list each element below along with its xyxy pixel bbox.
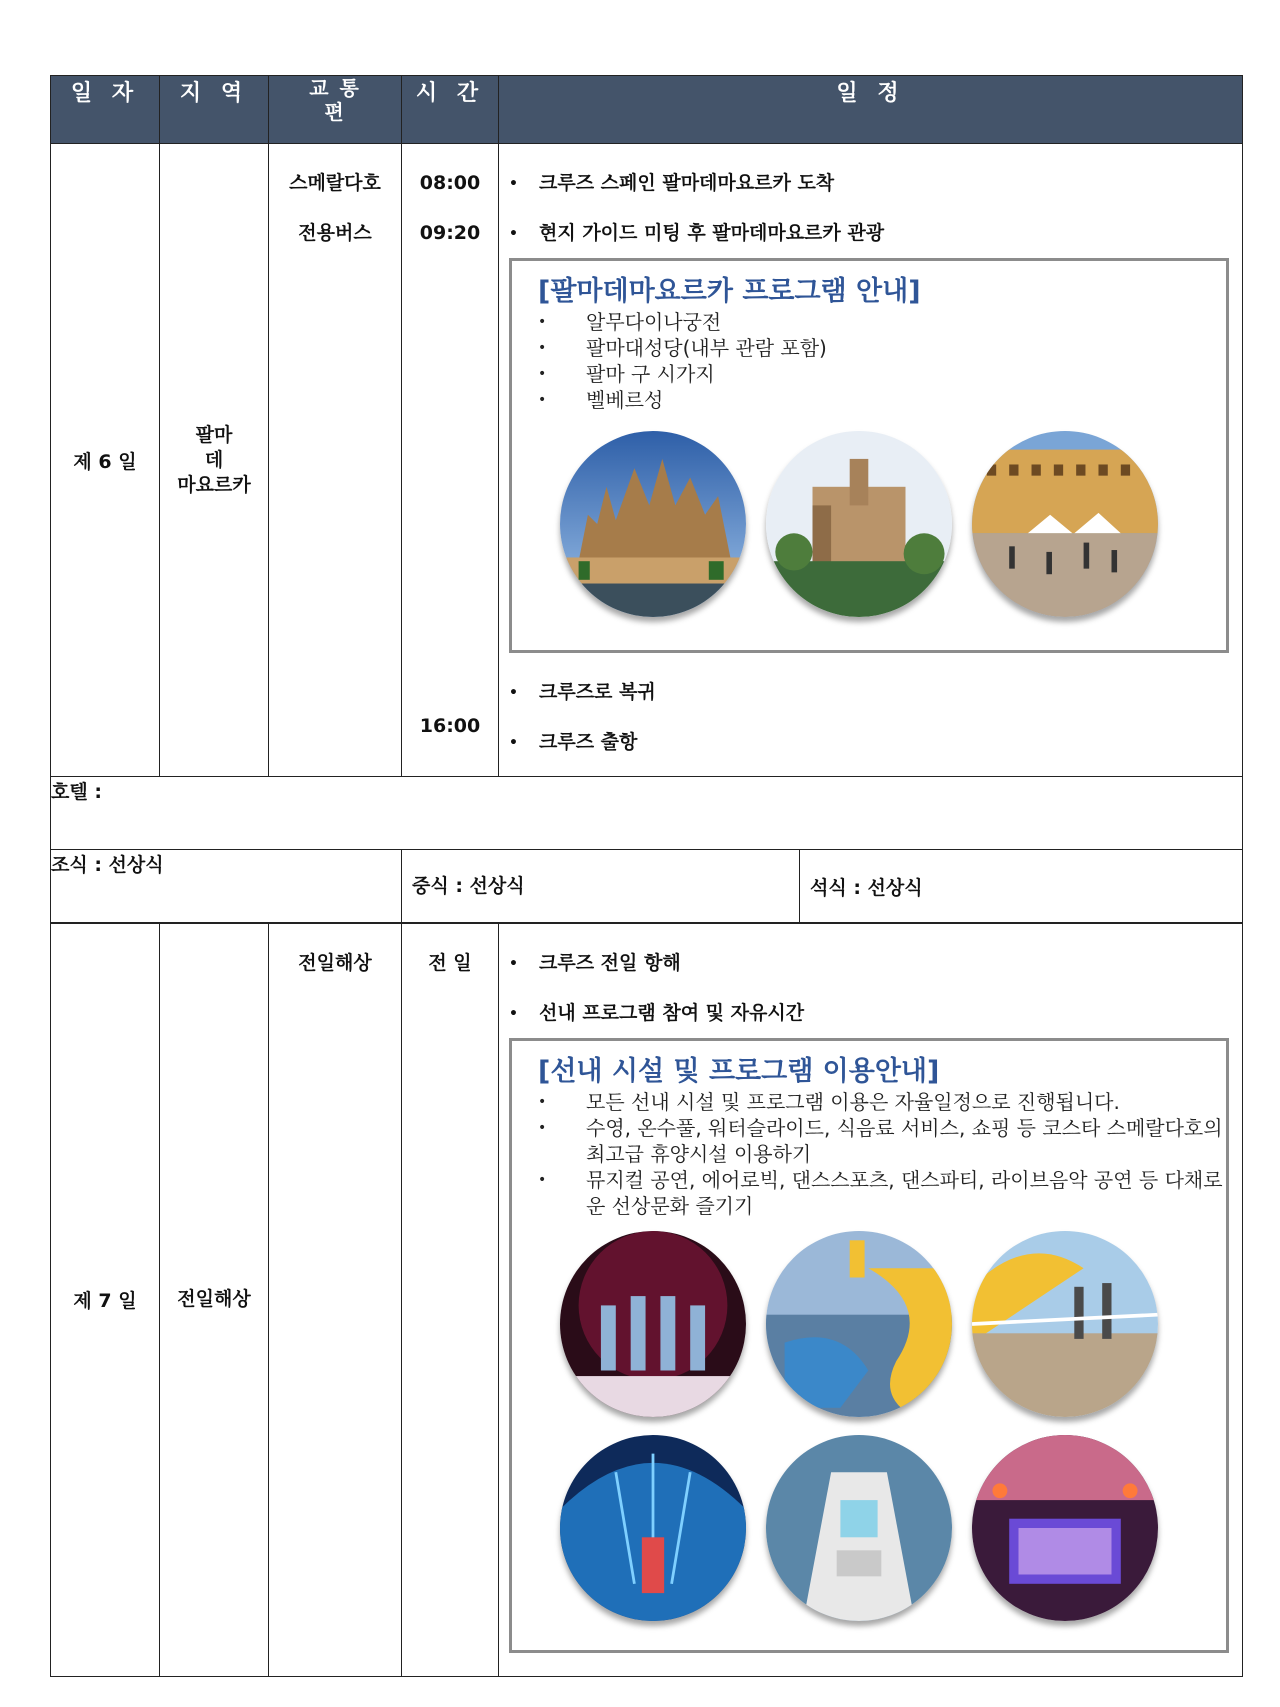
box-title: [선내 시설 및 프로그램 이용안내]: [538, 1056, 940, 1087]
header-row: [51, 76, 1243, 144]
day7-label: 제 7 일: [51, 923, 160, 1676]
schedule-item: • 크루즈 전일 항해: [509, 952, 681, 974]
day7-schedule: [499, 923, 1243, 1676]
atrium-photo: [560, 1435, 746, 1621]
day6-row: [51, 144, 1243, 777]
list-item: • 모든 선내 시설 및 프로그램 이용은 자율일정으로 진행됩니다.: [538, 1090, 1120, 1114]
day7-transport: [269, 923, 402, 1676]
list-item: • 알무다이나궁전: [538, 310, 722, 334]
breakfast-label: 조식 : 선상식: [51, 850, 402, 924]
hotel-label: 호텔 :: [51, 777, 1243, 850]
day6-region: [160, 144, 269, 777]
lunch-label: 중식 : 선상식: [402, 850, 800, 922]
schedule-item: • 현지 가이드 미팅 후 팔마데마요르카 관광: [509, 222, 885, 244]
program-list: [538, 309, 1226, 413]
plaza-photo: [972, 431, 1158, 617]
itinerary-sheet: [50, 75, 1242, 1677]
schedule-item: • 크루즈로 복귀: [509, 681, 656, 703]
day6-label: 제 6 일: [51, 144, 160, 777]
box-title: [팔마데마요르카 프로그램 안내]: [538, 276, 921, 307]
schedule-item: • 크루즈 스페인 팔마데마요르카 도착: [509, 172, 835, 194]
program-list: [538, 1089, 1226, 1219]
list-item: • 벨베르성: [538, 388, 664, 412]
header-time: 시 간: [402, 76, 499, 144]
waterslide-photo: [766, 1231, 952, 1417]
itinerary-table: [50, 75, 1243, 1677]
time-tour: 09:20: [419, 222, 481, 244]
header-date: 일 자: [51, 76, 160, 144]
day7-region: 전일해상: [160, 923, 269, 1676]
list-item: • 뮤지컬 공연, 에어로빅, 댄스스포츠, 댄스파티, 라이브음악 공연 등 다채로운 선상문화 즐기기: [538, 1168, 1223, 1218]
hotel-row: [51, 777, 1243, 850]
header-schedule: 일 정: [499, 76, 1243, 144]
day6-times: [402, 144, 499, 777]
list-item: • 팔마 구 시가지: [538, 362, 715, 386]
ship-aerial-photo: [766, 1435, 952, 1621]
transport-sea: 전일해상: [298, 952, 372, 974]
time-arrival: 08:00: [419, 172, 481, 194]
dinner-label: 석식 : 선상식: [810, 876, 923, 899]
list-item: • 팔마대성당(내부 관람 포함): [538, 336, 827, 360]
day7-time: [402, 923, 499, 1676]
day6-schedule: [499, 144, 1243, 777]
day6-transport: [269, 144, 402, 777]
show-photo: [560, 1231, 746, 1417]
palma-program-box: [509, 258, 1229, 653]
time-departure: 16:00: [419, 715, 481, 737]
onboard-program-box: [509, 1038, 1229, 1653]
castle-photo: [766, 431, 952, 617]
region-line: 팔마: [195, 423, 233, 446]
schedule-item: • 선내 프로그램 참여 및 자유시간: [509, 1002, 805, 1024]
deck-walk-photo: [972, 1231, 1158, 1417]
pool-night-photo: [972, 1435, 1158, 1621]
day7-row: [51, 923, 1243, 1676]
meals-split: [402, 850, 1243, 924]
time-all-day: 전 일: [428, 952, 472, 974]
transport-bus: 전용버스: [298, 222, 372, 244]
meals-row: [51, 850, 1243, 924]
header-region: 지 역: [160, 76, 269, 144]
schedule-item: • 크루즈 출항: [509, 731, 638, 753]
region-line: 마요르카: [177, 473, 251, 496]
list-item: • 수영, 온수풀, 워터슬라이드, 식음료 서비스, 쇼핑 등 코스타 스메랄다호의 최고급 휴양시설 이용하기: [538, 1116, 1223, 1166]
cathedral-photo: [560, 431, 746, 617]
region-line: 데: [204, 448, 224, 471]
header-transport: 교 통 편: [269, 76, 402, 144]
transport-ship: 스메랄다호: [289, 172, 381, 194]
